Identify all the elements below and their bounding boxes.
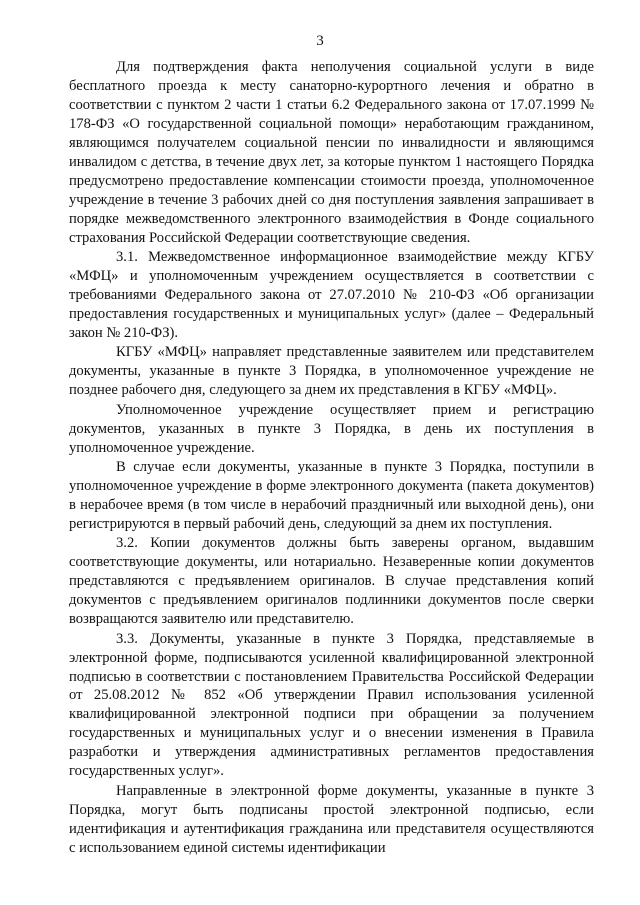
document-body <box>69 58 594 858</box>
paragraph-3-3-electronic-signature: 3.3. Документы, указанные в пункте 3 Порядка, представляемые в электронной форме, подписываются усиленной квалифицированной электронной подписью в соответствии с постановлением Правительства Российской Федерации от 25.08.2012 № 852 «Об утверждении Правил использования усиленной квалифицированной электронной подписи при обращении за получением государственных и муниципальных услуг и о внесении изменения в Правила разработки и утверждения административных регламентов предоставления государственных услуг». <box>69 630 594 780</box>
paragraph-social-service-confirmation: Для подтверждения факта неполучения социальной услуги в виде бесплатного проезда к месту санаторно-курортного лечения и обратно в соответствии с пунктом 2 части 1 статьи 6.2 Федерального закона от 17.07.1999 № 178-ФЗ «О государственной социальной помощи» неработающим гражданином, являющимся получателем социальной пенсии по инвалидности и являющимся инвалидом с детства, в течение двух лет, за которые пунктом 1 настоящего Порядка предусмотрено предоставление компенсации стоимости проезда, уполномоченное учреждение в течение 3 рабочих дней со дня поступления заявления запрашивает в порядке межведомственного электронного взаимодействия в Фонде социального страхования Российской Федерации соответствующие сведения. <box>69 59 594 246</box>
paragraph-3-2-copies: 3.2. Копии документов должны быть заверены органом, выдавшим соответствующие документы, или нотариально. Незаверенные копии документов представляются с предъявлением оригиналов. В случае представления копий документов с предъявлением оригиналов подлинники документов после сверки возвращаются заявителю или представителю. <box>69 535 594 628</box>
paragraph-non-working-time: В случае если документы, указанные в пункте 3 Порядка, поступили в уполномоченное учреждение в форме электронного документа (пакета документов) в нерабочее время (в том числе в нерабочий праздничный или выходной день), они регистрируются в первый рабочий день, следующий за днем их поступления. <box>69 459 594 532</box>
page-number: 3 <box>316 33 324 49</box>
paragraph-simple-signature: Направленные в электронной форме документы, указанные в пункте 3 Порядка, могут быть подписаны простой электронной подписью, если идентификация и аутентификация гражданина или представителя осуществляются с использованием единой системы идентификации <box>69 782 594 856</box>
paragraph-mfc-forwarding: КГБУ «МФЦ» направляет представленные заявителем или представителем документы, указанные в пункте 3 Порядка, в уполномоченное учреждение не позднее рабочего дня, следующего за днем их представления в КГБУ «МФЦ». <box>69 344 594 399</box>
paragraph-registration: Уполномоченное учреждение осуществляет прием и регистрацию документов, указанных в пункте 3 Порядка, в день их поступления в уполномоченное учреждение. <box>69 401 594 456</box>
paragraph-3-1-interaction: 3.1. Межведомственное информационное взаимодействие между КГБУ «МФЦ» и уполномоченным учреждением осуществляется в соответствии с требованиями Федерального закона от 27.07.2010 № 210-ФЗ «Об организации предоставления государственных и муниципальных услуг» (далее – Федеральный закон № 210-ФЗ). <box>69 249 594 341</box>
